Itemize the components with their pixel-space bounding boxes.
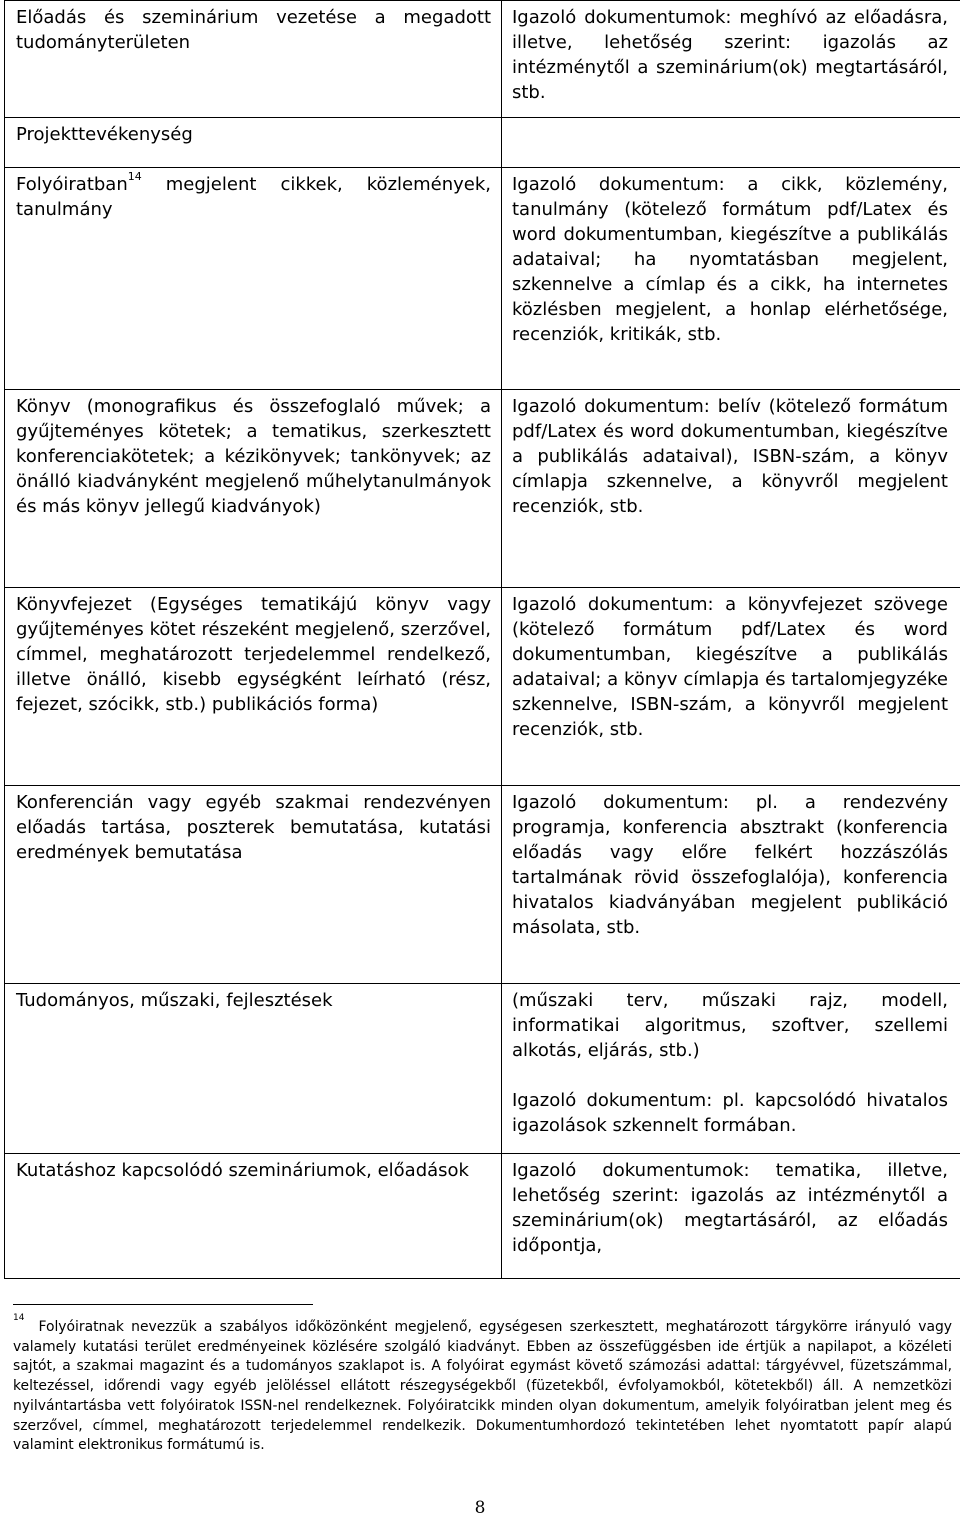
footnote bbox=[13, 1313, 952, 1456]
evidence-text: Igazoló dokumentum: pl. kapcsolódó hivatalos igazolások szkennelt formában. bbox=[512, 1090, 948, 1136]
table-row bbox=[5, 118, 960, 168]
activity-text: Projekttevékenység bbox=[16, 124, 193, 145]
evidence-cell bbox=[502, 1, 960, 118]
footnote-text: Folyóiratnak nevezzük a szabályos időközönként megjelenő, egységesen szerkesztett, meghatározott tárgykörre irányuló vagy valamely kutatási terület eredményeinek közlésére szolgáló kiadványt. Ebben az összefüggésben ide értjük a napilapot, a közéleti sajtót, a szakmai magazint és a tudományos szaklapot is. A folyóirat egymást követő számozási adattal: tárgyévvel, füzetszámmal, keltezéssel, időrendi vagy egyéb jelöléssel ellátott részegységekből (füzetekből, évfolyamokból, kötetekből) áll. A nemzetközi nyilvántartásba vett folyóiratok ISSN-nel rendelkeznek. Folyóiratcikk minden olyan dokumentum, amelyik folyóiratban jelent meg és szerzővel, címmel, meghatározott terjedelemmel rendelkezik. Dokumentumhordozó tekintetében lehet nyomtatott papír alapú valamint elektronikus formátumú is. bbox=[13, 1319, 952, 1454]
activity-text bbox=[16, 172, 491, 222]
evidence-cell bbox=[502, 786, 960, 984]
footnote-separator bbox=[13, 1304, 313, 1305]
table-row bbox=[5, 168, 960, 390]
table-row bbox=[5, 588, 960, 786]
activity-cell bbox=[5, 1, 502, 118]
table-row bbox=[5, 786, 960, 984]
activity-cell bbox=[5, 118, 502, 168]
evidence-text: Igazoló dokumentumok: meghívó az előadásra, illetve, lehetőség szerint: igazolás az intézménytől a szeminárium(ok) megtartásáról, stb. bbox=[512, 7, 948, 103]
evidence-text: Igazoló dokumentum: belív (kötelező formátum pdf/Latex és word dokumentumban, kiegészítve a publikálás adataival), ISBN-szám, a könyv címlapja szkennelve, a könyvről megjelent recenziók, stb. bbox=[512, 396, 948, 517]
evidence-cell bbox=[502, 1154, 960, 1279]
evidence-text: Igazoló dokumentum: a könyvfejezet szövege (kötelező formátum pdf/Latex és word dokumentumban, kiegészítve a publikálás adataival; a könyv címlapja és tartalomjegyzéke szkennelve, ISBN-szám, a könyvről megjelent recenziók, stb. bbox=[512, 594, 948, 740]
evidence-cell bbox=[502, 118, 960, 168]
activity-cell bbox=[5, 786, 502, 984]
evidence-cell bbox=[502, 588, 960, 786]
activity-text: Konferencián vagy egyéb szakmai rendezvényen előadás tartása, poszterek bemutatása, kutatási eredmények bemutatása bbox=[16, 792, 491, 863]
evidence-cell bbox=[502, 984, 960, 1154]
footnote-reference: 14 bbox=[127, 170, 142, 183]
activity-cell bbox=[5, 168, 502, 390]
requirements-table bbox=[4, 0, 960, 1279]
table-row bbox=[5, 1, 960, 118]
table-row bbox=[5, 984, 960, 1154]
activity-text-part: Folyóiratban bbox=[16, 174, 128, 195]
activity-cell bbox=[5, 984, 502, 1154]
activity-text: Kutatáshoz kapcsolódó szemináriumok, előadások bbox=[16, 1160, 469, 1181]
activity-text: Könyv (monografikus és összefoglaló művek; a gyűjteményes kötetek; a tematikus, szerkesztett konferenciakötetek; a kézikönyvek; tankönyvek; az önálló kiadványként megjelenő műhelytanulmányok és más könyv jellegű kiadványok) bbox=[16, 396, 491, 517]
activity-cell bbox=[5, 588, 502, 786]
evidence-cell bbox=[502, 390, 960, 588]
activity-text: Előadás és szeminárium vezetése a megadott tudományterületen bbox=[16, 7, 491, 53]
footnote-mark: 14 bbox=[13, 1313, 25, 1324]
page-number: 8 bbox=[474, 1498, 486, 1518]
activity-text: Tudományos, műszaki, fejlesztések bbox=[16, 990, 333, 1011]
activity-cell bbox=[5, 390, 502, 588]
evidence-text: (műszaki terv, műszaki rajz, modell, informatikai algoritmus, szoftver, szellemi alkotás, eljárás, stb.) bbox=[512, 990, 948, 1061]
activity-text-part: megjelent cikkek, közlemények, tanulmány bbox=[16, 174, 491, 220]
evidence-cell bbox=[502, 168, 960, 390]
activity-text: Könyvfejezet (Egységes tematikájú könyv vagy gyűjteményes kötet részeként megjelenő, szerzővel, címmel, meghatározott terjedelemmel rendelkező, illetve önálló, kisebb egységként leírható (rész, fejezet, szócikk, stb.) publikációs forma) bbox=[16, 594, 491, 715]
evidence-text: Igazoló dokumentumok: tematika, illetve, lehetőség szerint: igazolás az intézménytől a szeminárium(ok) megtartásáról, az előadás időpontja, bbox=[512, 1160, 948, 1256]
table-row bbox=[5, 1154, 960, 1279]
activity-cell bbox=[5, 1154, 502, 1279]
table-row bbox=[5, 390, 960, 588]
evidence-text: Igazoló dokumentum: a cikk, közlemény, tanulmány (kötelező formátum pdf/Latex és word dokumentumban, kiegészítve a publikálás adataival; ha nyomtatásban megjelent, szkennelve a címlap és a cikk, ha internetes közlésben megjelent, a honlap elérhetősége, recenziók, kritikák, stb. bbox=[512, 174, 948, 345]
evidence-text: Igazoló dokumentum: pl. a rendezvény programja, konferencia absztrakt (konferencia előadás vagy előre felkért hozzászólás tartalmának rövid összefoglalója), konferencia hivatalos kiadványában megjelent publikáció másolata, stb. bbox=[512, 792, 948, 938]
